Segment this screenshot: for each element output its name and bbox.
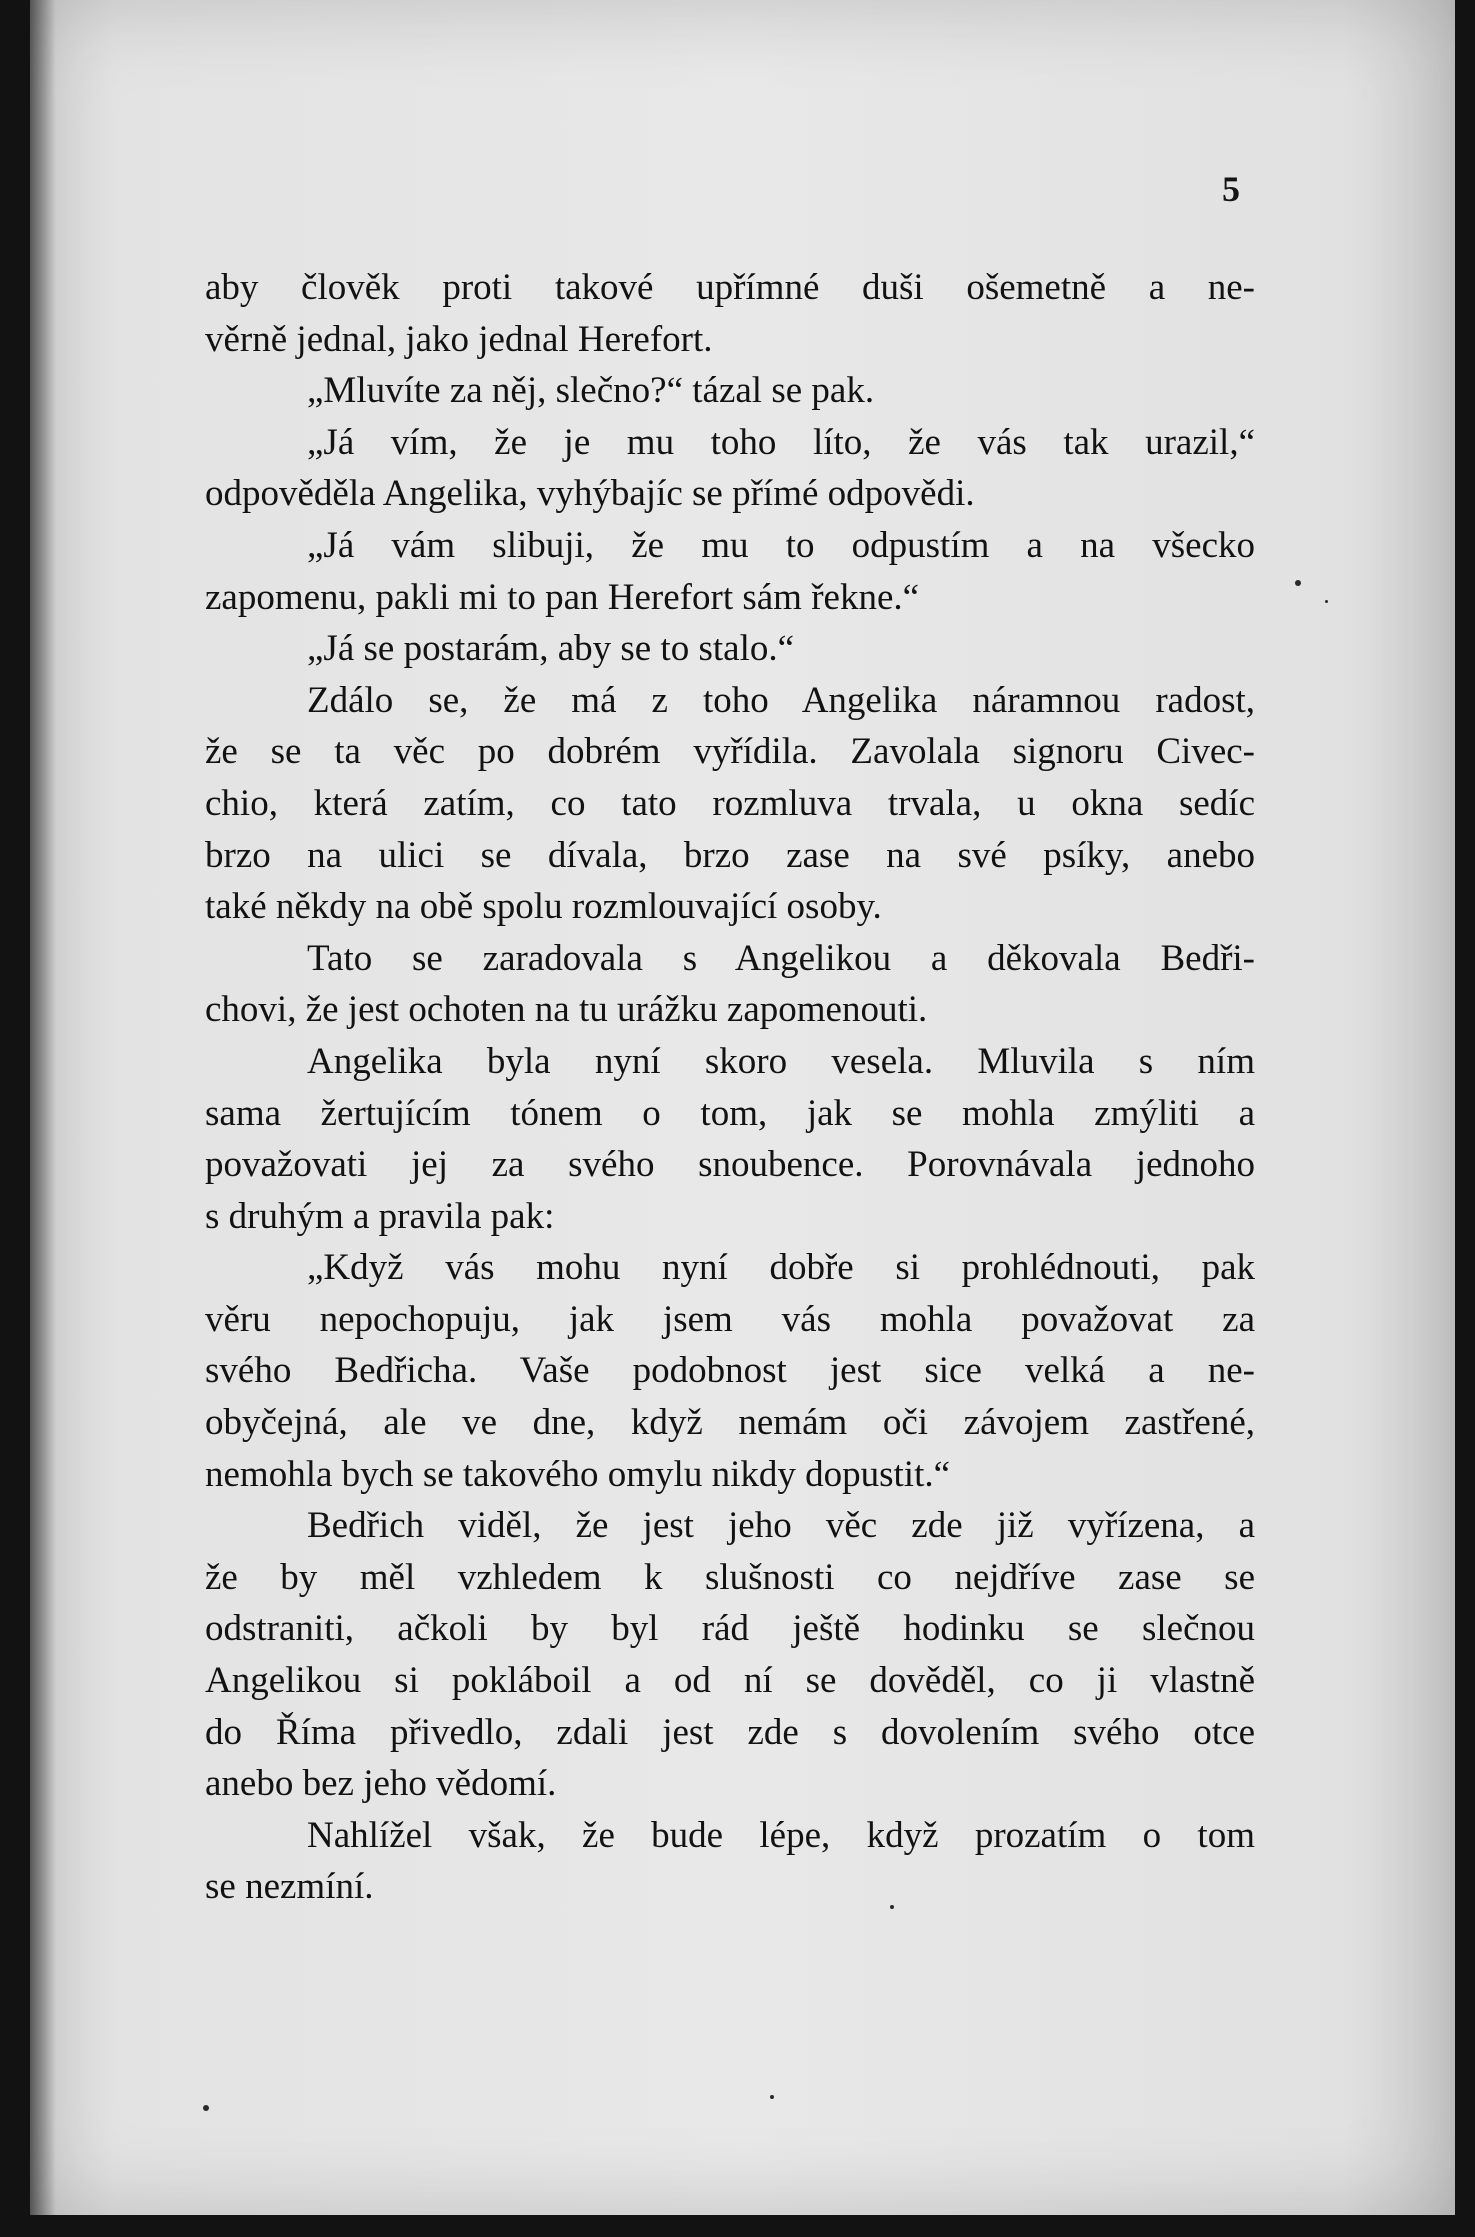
text-line: s druhým a pravila pak:	[205, 1195, 555, 1237]
text-line: „Já vám slibuji, že mu to odpustím a na všecko	[307, 524, 1255, 566]
text-line: „Já vím, že je mu toho líto, že vás tak urazil,“	[307, 421, 1255, 463]
ink-speck	[770, 2095, 774, 2099]
text-line: se nezmíní.	[205, 1866, 374, 1908]
text-line: odstraniti, ačkoli by byl rád ještě hodinku se slečnou	[205, 1608, 1255, 1650]
text-line: Zdálo se, že má z toho Angelika náramnou radost,	[307, 679, 1255, 721]
text-line: brzo na ulici se dívala, brzo zase na své psíky, anebo	[205, 834, 1255, 876]
text-line: Angelika byla nyní skoro vesela. Mluvila s ním	[307, 1040, 1255, 1082]
text-line: že se ta věc po dobrém vyřídila. Zavolala signoru Civec-	[205, 731, 1255, 773]
text-line: Bedřich viděl, že jest jeho věc zde již vyřízena, a	[307, 1505, 1255, 1547]
text-line: nemohla bych se takového omylu nikdy dopustit.“	[205, 1453, 951, 1495]
text-line: Angelikou si pokláboil a od ní se dověděl, co ji vlastně	[205, 1660, 1255, 1702]
ink-speck	[1295, 580, 1301, 586]
text-line: chovi, že jest ochoten na tu urážku zapomenouti.	[205, 989, 928, 1031]
text-line: do Říma přivedlo, zdali jest zde s dovolením svého otce	[205, 1711, 1255, 1753]
text-line: obyčejná, ale ve dne, když nemám oči závojem zastřené,	[205, 1402, 1255, 1444]
text-line: „Když vás mohu nyní dobře si prohlédnouti, pak	[307, 1247, 1255, 1289]
text-line: také někdy na obě spolu rozmlouvající osoby.	[205, 886, 882, 928]
page-number: 5	[1222, 169, 1240, 209]
spine-shadow	[30, 0, 56, 2215]
text-line: „Já se postarám, aby se to stalo.“	[307, 628, 795, 670]
text-line: že by měl vzhledem k slušnosti co nejdříve zase se	[205, 1556, 1255, 1598]
text-line: zapomenu, pakli mi to pan Herefort sám řekne.“	[205, 576, 920, 618]
text-line: odpověděla Angelika, vyhýbajíc se přímé odpovědi.	[205, 473, 975, 515]
ink-speck	[203, 2105, 209, 2111]
text-line: „Mluvíte za něj, slečno?“ tázal se pak.	[307, 370, 875, 412]
text-line: anebo bez jeho vědomí.	[205, 1763, 557, 1805]
text-line: považovati jej za svého snoubence. Porovnávala jednoho	[205, 1144, 1255, 1186]
ink-speck	[1325, 600, 1328, 603]
page-text	[205, 262, 1255, 1913]
text-line: svého Bedřicha. Vaše podobnost jest sice velká a ne-	[205, 1350, 1255, 1392]
text-line: věru nepochopuju, jak jsem vás mohla považovat za	[205, 1298, 1255, 1340]
text-line: aby člověk proti takové upřímné duši ošemetně a ne-	[205, 267, 1255, 308]
text-line: Tato se zaradovala s Angelikou a děkovala Bedři-	[307, 937, 1255, 979]
text-line: sama žertujícím tónem o tom, jak se mohla zmýliti a	[205, 1092, 1255, 1134]
text-line: chio, která zatím, co tato rozmluva trvala, u okna sedíc	[205, 782, 1255, 824]
text-line: věrně jednal, jako jednal Herefort.	[205, 318, 713, 360]
ink-speck	[890, 1905, 894, 1909]
text-line: Nahlížel však, že bude lépe, když prozatím o tom	[307, 1814, 1255, 1856]
